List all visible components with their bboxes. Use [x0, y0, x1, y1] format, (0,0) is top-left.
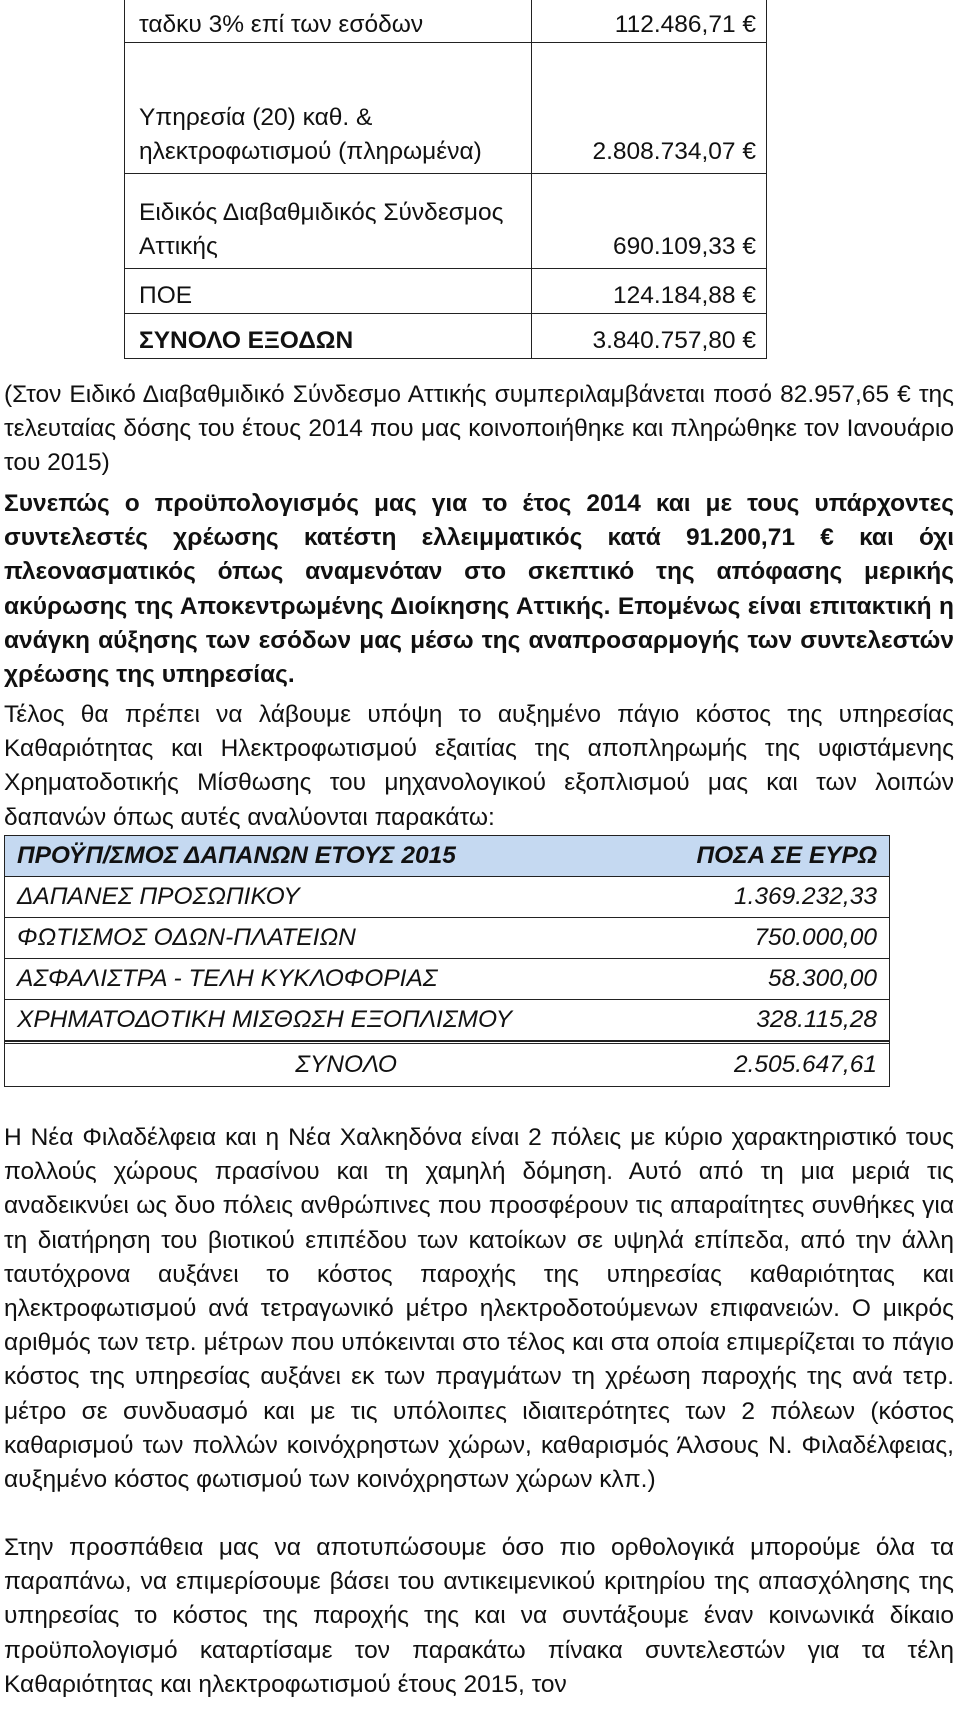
row-amount: 124.184,88 €	[532, 269, 767, 314]
expense-label: ΧΡΗΜΑΤΟΔΟΤΙΚΗ ΜΙΣΘΩΣΗ ΕΞΟΠΛΙΣΜΟΥ	[5, 1000, 639, 1041]
row-label: Ειδικός Διαβαθμιδικός Σύνδεσμος Αττικής	[125, 174, 532, 269]
conclusion-paragraph: Συνεπώς ο προϋπολογισμός μας για το έτος 2014 και με τους υπάρχοντες συντελεστές χρέωσης κατέστη ελλειμματικός κατά 91.200,71 € και όχι πλεονασματικός όπως αναμενόταν στο σκεπτικό της απόφασης μερικής ακύρωσης της Αποκεντρωμένης Διοίκησης Αττικής. Επομένως είναι επιτακτική η ανάγκη αύξησης των εσόδων μας μέσω της αναπροσαρμογής των συντελεστών χρέωσης της υπηρεσίας.	[4, 490, 954, 689]
expenses-summary-table	[124, 0, 767, 359]
cities-paragraph: Η Νέα Φιλαδέλφεια και η Νέα Χαλκηδόνα είναι 2 πόλεις με κύριο χαρακτηριστικό τους πολλούς χώρους πρασίνου και τη χαμηλή δόμηση. Αυτό από τη μια μεριά τις αναδεικνύει ως δυο πόλεις ανθρώπινες που προσφέρουν τις απαραίτητες συνθήκες για τη διατήρηση του βιοτικού επιπέδου των κατοίκων σε υψηλά επίπεδα, από την άλλη ταυτόχρονα αυξάνει το κόστος παροχής της υπηρεσίας καθαριότητας και ηλεκτροφωτισμού ανά τετραγωνικό μέτρο ηλεκτροδοτούμενων επιφανειών. Ο μικρός αριθμός των τετρ. μέτρων που υπόκεινται στο τέλος και στα οποία επιμερίζεται το πάγιο κόστος της υπηρεσίας αυξάνει εκ των πραγμάτων τη χρέωση παροχής της ανά τετρ. μέτρο σε συνδυασμό και με τις υπόλοιπες ιδιαιτερότητες των 2 πόλεων (κόστος καθαρισμού των πολλών κοινόχρηστων χώρων, καθαρισμός Άλσους Ν. Φιλαδέλφειας, αυξημένο κόστος φωτισμού των κοινόχρηστων χώρων κλπ.)	[4, 1124, 954, 1494]
expense-label: ΑΣΦΑΛΙΣΤΡΑ - ΤΕΛΗ ΚΥΚΛΟΦΟΡΙΑΣ	[5, 959, 639, 1000]
fixed-cost-paragraph: Τέλος θα πρέπει να λάβουμε υπόψη το αυξημένο πάγιο κόστος της υπηρεσίας Καθαριότητας και Ηλεκτροφωτισμού εξαιτίας της αποπληρωμής της υφιστάμενης Χρηματοδοτικής Μίσθωσης του μηχανολογικού εξοπλισμού μας και των λοιπών δαπανών όπως αυτές αναλύονται παρακάτω:	[4, 701, 954, 831]
row-amount: 690.109,33 €	[532, 174, 767, 269]
total-row	[125, 314, 767, 359]
table-row	[125, 0, 767, 43]
table-row	[5, 918, 889, 959]
expense-value: 750.000,00	[639, 918, 889, 959]
expense-value: 58.300,00	[639, 959, 889, 1000]
table-header-row	[5, 836, 889, 877]
table-row	[125, 269, 767, 314]
total-label: ΣΥΝΟΛΟ ΕΞΟΔΩΝ	[125, 314, 532, 359]
total-value: 2.505.647,61	[639, 1041, 889, 1086]
header-label: ΠΡΟΫΠ/ΣΜΟΣ ΔΑΠΑΝΩΝ ΕΤΟΥΣ 2015	[5, 836, 639, 877]
table-row	[5, 959, 889, 1000]
expense-label: ΦΩΤΙΣΜΟΣ ΟΔΩΝ-ΠΛΑΤΕΙΩΝ	[5, 918, 639, 959]
row-label: ΠΟΕ	[125, 269, 532, 314]
expense-label: ΔΑΠΑΝΕΣ ΠΡΟΣΩΠΙΚΟΥ	[5, 877, 639, 918]
total-row	[5, 1041, 889, 1086]
row-label: Υπηρεσία (20) καθ. & ηλεκτροφωτισμού (πληρωμένα)	[125, 43, 532, 174]
row-amount: 2.808.734,07 €	[532, 43, 767, 174]
budget-table	[4, 835, 890, 1087]
total-label: ΣΥΝΟΛΟ	[5, 1041, 639, 1086]
table-row	[125, 174, 767, 269]
table-row	[5, 877, 889, 918]
total-amount: 3.840.757,80 €	[532, 314, 767, 359]
expense-value: 328.115,28	[639, 1000, 889, 1041]
row-amount: 112.486,71 €	[532, 0, 767, 43]
row-label: ταδκυ 3% επί των εσόδων	[125, 0, 532, 43]
note-paragraph: (Στον Ειδικό Διαβαθμιδικό Σύνδεσμο Αττικής συμπεριλαμβάνεται ποσό 82.957,65 € της τελευταίας δόσης του έτους 2014 που μας κοινοποιήθηκε και πληρώθηκε τον Ιανουάριο του 2015)	[4, 381, 954, 477]
table-row	[125, 43, 767, 174]
table-row	[5, 1000, 889, 1041]
header-value: ΠΟΣΑ ΣΕ ΕΥΡΩ	[639, 836, 889, 877]
expense-value: 1.369.232,33	[639, 877, 889, 918]
effort-paragraph: Στην προσπάθεια μας να αποτυπώσουμε όσο πιο ορθολογικά μπορούμε όλα τα παραπάνω, να επιμερίσουμε βάσει του αντικειμενικού κριτηρίου της απασχόλησης της υπηρεσίας το κόστος της παροχής της και να συντάξουμε έναν κοινωνικά δίκαιο προϋπολογισμό καταρτίσαμε τον παρακάτω πίνακα συντελεστών για τα τέλη Καθαριότητας και ηλεκτροφωτισμού έτους 2015, τον	[4, 1534, 954, 1698]
